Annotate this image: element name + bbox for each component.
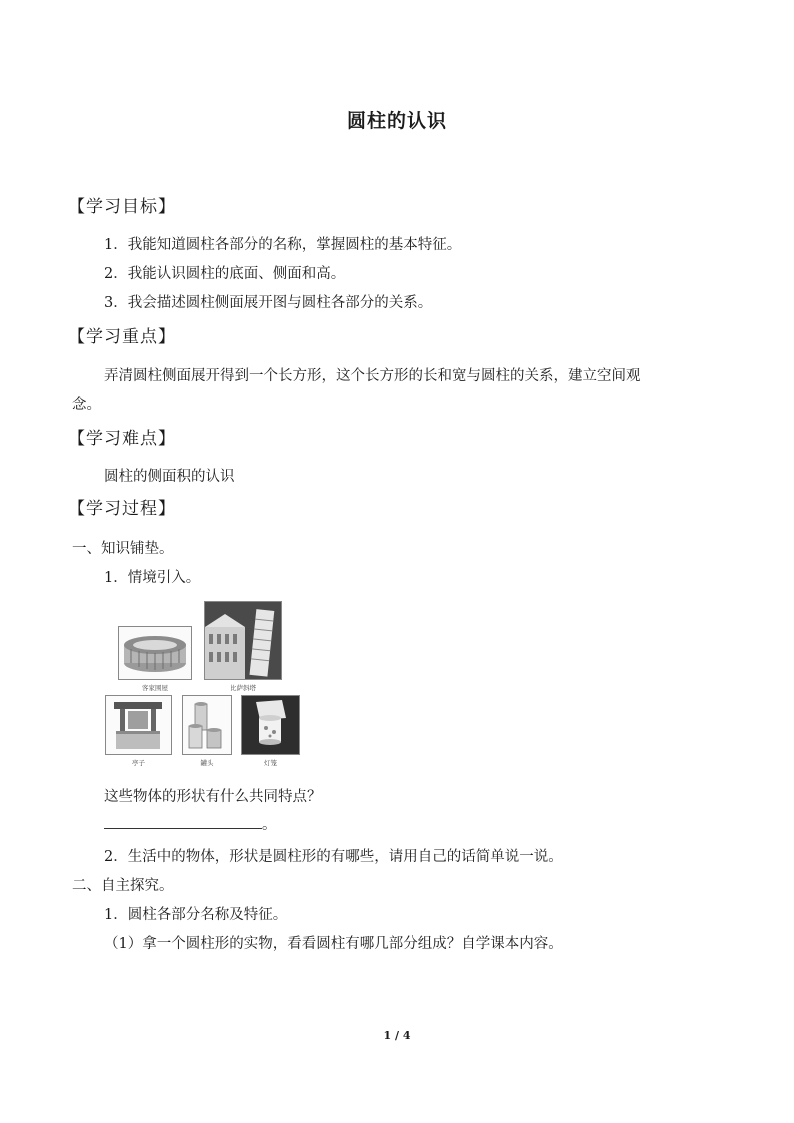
part2-heading: 二、自主探究。	[72, 878, 174, 894]
cylinder-parts-subitem: （1）拿一个圆柱形的实物，看看圆柱有哪几部分组成？自学课本内容。	[104, 936, 563, 952]
caption-lantern: 灯笼	[264, 759, 277, 767]
goal-item-1: 1．我能知道圆柱各部分的名称，掌握圆柱的基本特征。	[104, 237, 462, 253]
pavilion-photo	[105, 695, 172, 755]
intro-item: 1．情境引入。	[104, 570, 201, 586]
key-text-line1: 弄清圆柱侧面展开得到一个长方形，这个长方形的长和宽与圆柱的关系，建立空间观	[104, 368, 641, 384]
round-house-photo	[118, 626, 192, 680]
page-number: 1 / 4	[383, 1029, 411, 1042]
key-heading: 【学习重点】	[68, 327, 176, 347]
leaning-tower-photo	[204, 601, 282, 680]
caption-round-house: 客家围屋	[142, 684, 168, 692]
difficulty-heading: 【学习难点】	[68, 429, 176, 449]
cans-photo	[182, 695, 232, 755]
cylinder-parts-item: 1．圆柱各部分名称及特征。	[104, 907, 288, 923]
goal-item-2: 2．我能认识圆柱的底面、侧面和高。	[104, 266, 346, 282]
key-text-line2: 念。	[72, 397, 101, 413]
question-text: 这些物体的形状有什么共同特点？	[104, 789, 322, 805]
caption-pavilion: 亭子	[132, 759, 145, 767]
answer-blank-period: 。	[262, 817, 277, 833]
difficulty-text: 圆柱的侧面积的认识	[104, 469, 235, 485]
process-heading: 【学习过程】	[68, 499, 176, 519]
life-objects-item: 2．生活中的物体，形状是圆柱形的有哪些，请用自己的话简单说一说。	[104, 849, 563, 865]
caption-leaning-tower: 比萨斜塔	[230, 684, 256, 692]
answer-blank-line[interactable]	[104, 814, 262, 829]
page-title: 圆柱的认识	[346, 110, 447, 132]
lantern-photo	[241, 695, 300, 755]
caption-cans: 罐头	[200, 759, 214, 767]
part1-heading: 一、知识铺垫。	[72, 541, 174, 557]
answer-blank-row	[104, 813, 277, 834]
goal-item-3: 3．我会描述圆柱侧面展开图与圆柱各部分的关系。	[104, 295, 433, 311]
goals-heading: 【学习目标】	[68, 197, 176, 217]
